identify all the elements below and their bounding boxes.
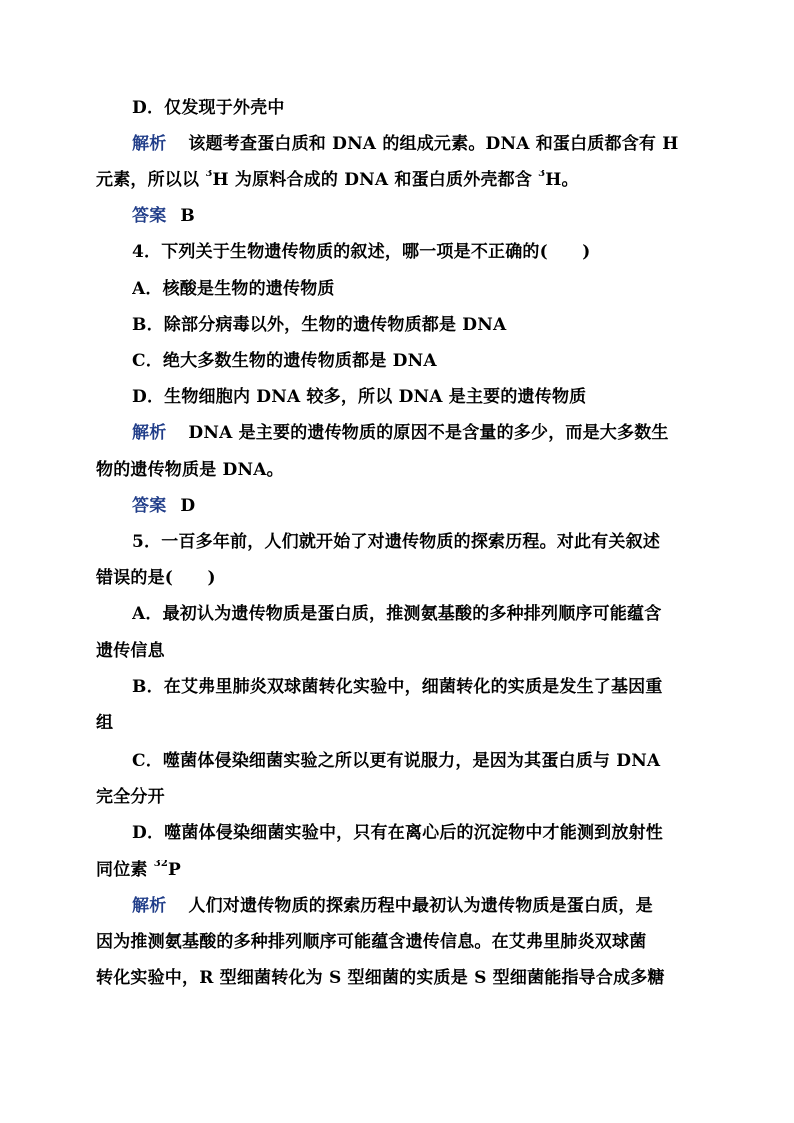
q5-stem-line2: 错误的是( ) [96,568,216,588]
q4-analysis-text1: DNA 是主要的遗传物质的原因不是含量的多少，而是大多数生 [188,423,669,443]
q4-option-a: A．核酸是生物的遗传物质 [132,279,335,299]
q5-option-c-line2: 完全分开 [96,787,165,807]
q5-option-a-line2: 遗传信息 [96,641,165,661]
q3-analysis-line1 [132,134,700,156]
q5-option-b-line1: B．在艾弗里肺炎双球菌转化实验中，细菌转化的实质是发生了基因重 [132,677,663,697]
q4-analysis-label: 解析 [132,423,167,443]
q4-analysis-line1 [132,423,700,445]
q3-answer [132,206,700,228]
q4-stem: 4．下列关于生物遗传物质的叙述，哪一项是不正确的( ) [132,242,591,262]
q3-analysis-text2a: 元素，所以以 [96,170,206,190]
q5-analysis-text1: 人们对遗传物质的探索历程中最初认为遗传物质是蛋白质，是 [188,896,653,916]
q4-answer-label: 答案 [132,496,167,516]
q5-option-a-line1: A．最初认为遗传物质是蛋白质，推测氨基酸的多种排列顺序可能蕴含 [132,604,662,624]
q5-option-b-line2: 组 [96,713,114,733]
q3-superscript-2: 3 [538,170,546,180]
q5-analysis-line2: 因为推测氨基酸的多种排列顺序可能蕴含遗传信息。在艾弗里肺炎双球菌 [96,932,647,952]
q4-answer [132,496,700,518]
q5-option-d-line2 [96,860,700,882]
q5-analysis-label: 解析 [132,896,167,916]
q5-option-d-text2a: 同位素 [96,860,154,880]
q3-analysis-text2b: H 为原料合成的 DNA 和蛋白质外壳都含 [212,170,539,190]
q3-analysis-text2c: H。 [545,170,579,190]
q5-option-c-line1: C．噬菌体侵染细菌实验之所以更有说服力，是因为其蛋白质与 DNA [132,751,661,771]
q3-answer-value: B [180,206,195,226]
q4-option-c: C．绝大多数生物的遗传物质都是 DNA [132,351,437,371]
q3-option-d: D．仅发现于外壳中 [132,98,285,118]
q5-analysis-line1 [132,896,700,918]
q5-option-d-text2b: P [168,860,182,880]
q3-answer-label: 答案 [132,206,167,226]
q4-answer-value: D [180,496,196,516]
q5-analysis-line3: 转化实验中，R 型细菌转化为 S 型细菌的实质是 S 型细菌能指导合成多糖 [96,968,665,988]
q3-analysis-line2 [96,170,700,192]
q4-analysis-line2: 物的遗传物质是 DNA。 [96,460,284,480]
q5-stem-line1: 5．一百多年前，人们就开始了对遗传物质的探索历程。对此有关叙述 [132,532,661,552]
q4-option-b: B．除部分病毒以外，生物的遗传物质都是 DNA [132,315,507,335]
q3-superscript-1: 3 [205,170,213,180]
q3-analysis-text1: 该题考查蛋白质和 DNA 的组成元素。DNA 和蛋白质都含有 H [188,134,679,154]
q5-option-d-line1: D．噬菌体侵染细菌实验中，只有在离心后的沉淀物中才能测到放射性 [132,823,663,843]
q5-superscript-32: 32 [153,860,169,870]
q3-analysis-label: 解析 [132,134,167,154]
q4-option-d: D．生物细胞内 DNA 较多，所以 DNA 是主要的遗传物质 [132,387,587,407]
